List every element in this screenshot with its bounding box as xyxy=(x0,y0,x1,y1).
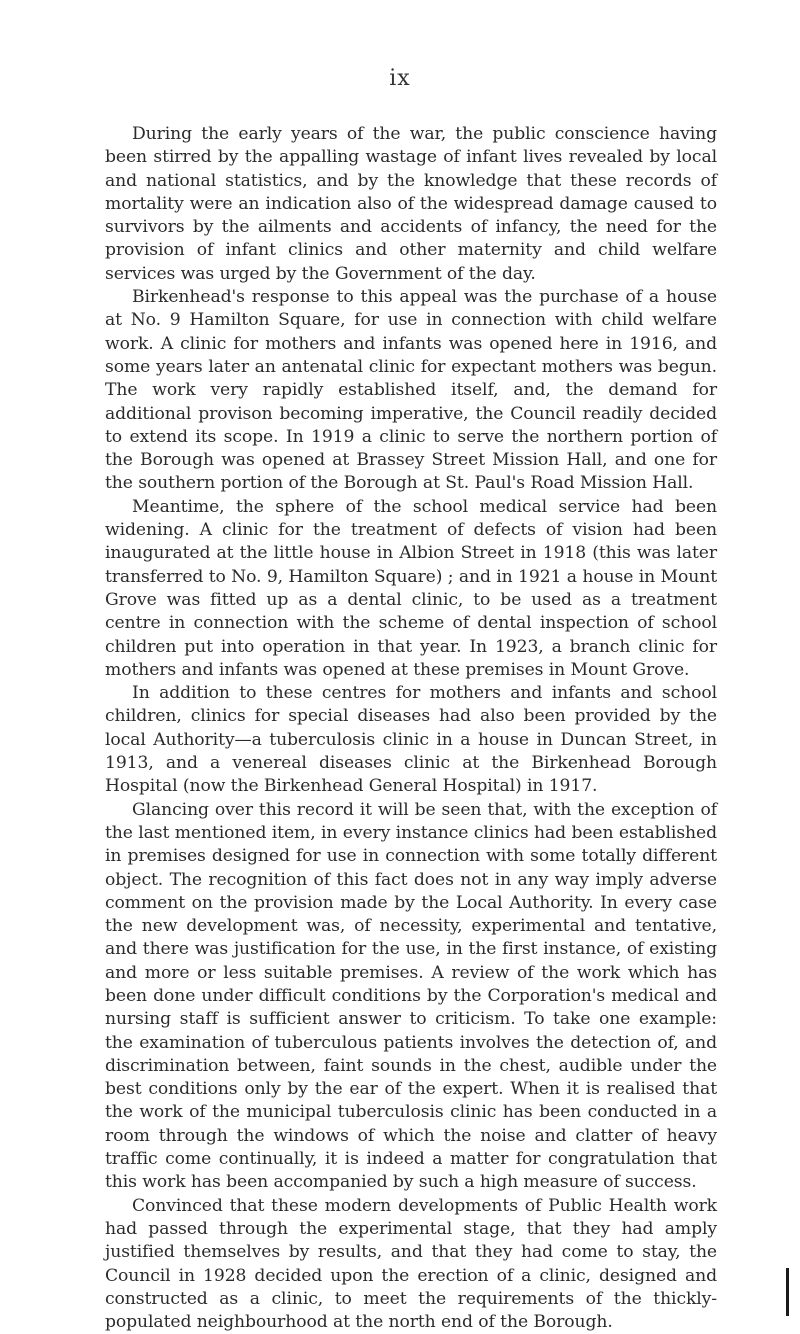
paragraph-council-decision-1928: Convinced that these modern developments of Public Health work had passed through the experimental stage, that they had amply justified themselves by results, and that they had come to stay, the Council in 1928 decided upon the erection of a clinic, designed and constructed as a clinic, to meet the requirements of the thickly-populated neighbourhood at the north end of the Borough. xyxy=(105,1195,717,1333)
page-number: ix xyxy=(389,66,411,91)
paragraph-school-medical-service: Meantime, the sphere of the school medical service had been widening. A clinic for the treatment of defects of vision had been inaugurated at the little house in Albion Street in 1918 (this was later transferred to No. 9, Hamilton Square) ; and in 1921 a house in Mount Grove was fitted up as a dental clinic, to be used as a treatment centre in connection with the scheme of dental inspection of school children put into operation in that year. In 1923, a branch clinic for mothers and infants was opened at these premises in Mount Grove. xyxy=(105,496,717,680)
paragraph-birkenhead-response: Birkenhead's response to this appeal was the purchase of a house at No. 9 Hamilton Square, for use in connection with child welfare work. A clinic for mothers and infants was opened here in 1916, and some years later an antenatal clinic for expectant mothers was begun. The work very rapidly established itself, and, the demand for additional provison becoming imperative, the Council readily decided to extend its scope. In 1919 a clinic to serve the northern portion of the Borough was opened at Brassey Street Mission Hall, and one for the southern portion of the Borough at St. Paul's Road Mission Hall. xyxy=(105,287,717,494)
paragraph-review-of-record: Glancing over this record it will be seen that, with the exception of the last mentioned item, in every instance clinics had been established in premises designed for use in connection with some totally different object. The recognition of this fact does not in any way imply adverse comment on the provision made by the Local Authority. In every case the new development was, of necessity, experimental and tentative, and there was justification for the use, in the first instance, of existing and more or less suitable premises. A review of the work which has been done under difficult conditions by the Corporation's medical and nursing staff is sufficient answer to criticism. To take one example: the examination of tuberculous patients involves the detection of, and discrimination between, faint sounds in the chest, audible under the best conditions only by the ear of the expert. When it is realised that the work of the municipal tuberculosis clinic has been conducted in a room through the windows of which the noise and clatter of heavy traffic come continually, it is indeed a matter for congratulation that this work has been accompanied by such a high measure of success. xyxy=(105,799,717,1193)
paragraph-special-disease-clinics: In addition to these centres for mothers and infants and school children, clinics for special diseases had also been provided by the local Authority—a tuberculosis clinic in a house in Duncan Street, in 1913, and a venereal diseases clinic at the Birkenhead Borough Hospital (now the Birkenhead General Hospital) in 1917. xyxy=(105,683,717,797)
paragraph-war-infant-welfare: During the early years of the war, the public conscience having been stirred by the appalling wastage of infant lives revealed by local and national statistics, and by the knowledge that these records of mortality were an indication also of the widespread damage caused to survivors by the ailments and accidents of infancy, the need for the provision of infant clinics and other maternity and child welfare services was urged by the Government of the day. xyxy=(105,124,717,284)
body-text xyxy=(105,123,717,1334)
margin-rule xyxy=(786,1268,789,1316)
